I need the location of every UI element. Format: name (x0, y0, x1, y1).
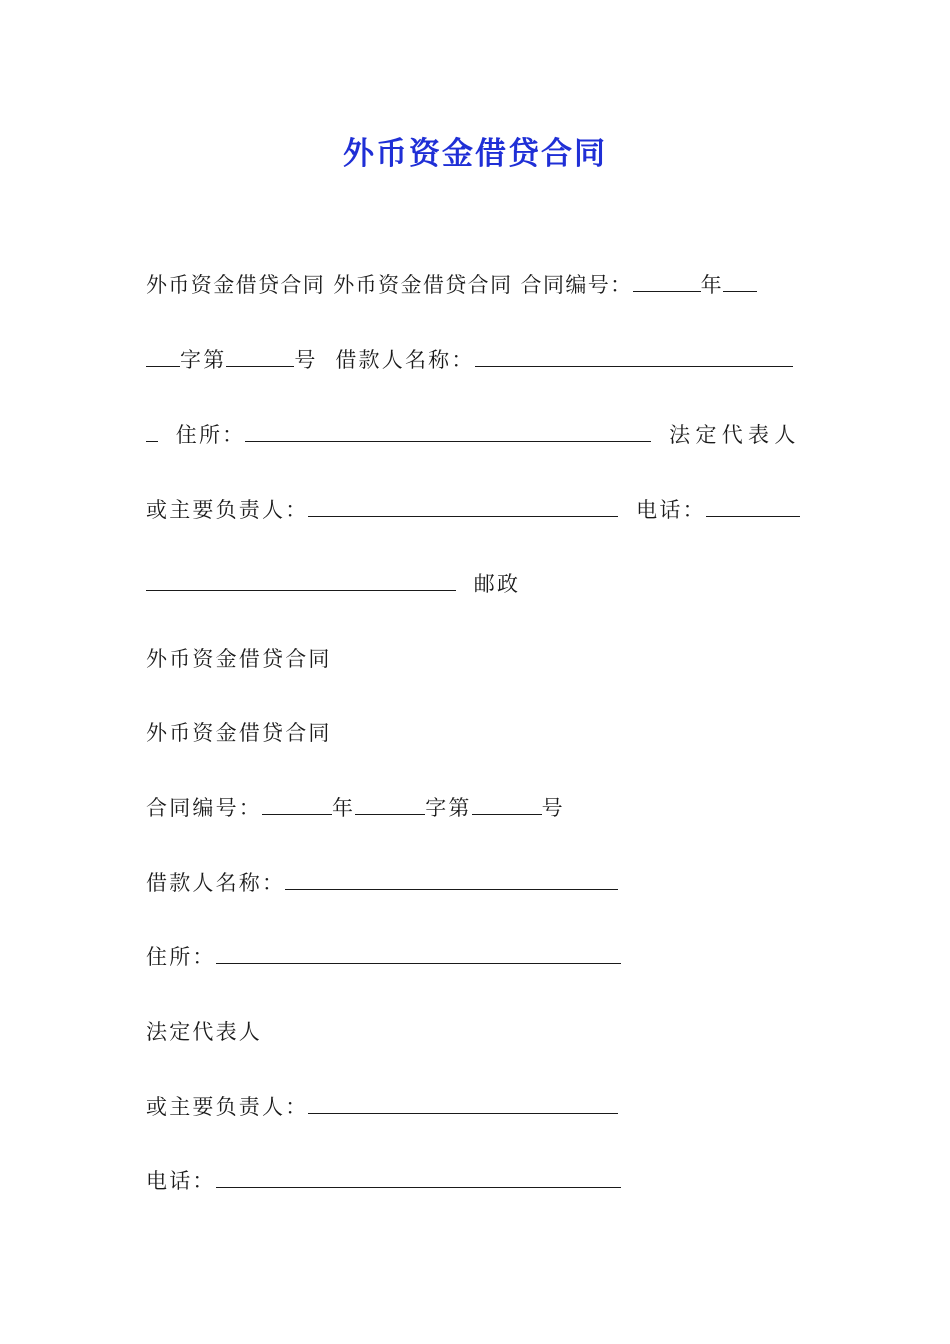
address-label: 住所： (146, 945, 216, 969)
paragraph-line-5 (146, 569, 520, 599)
contract-number-label: 合同编号： (146, 796, 262, 820)
blank-field-zi[interactable] (723, 271, 757, 292)
paragraph-line-3 (146, 420, 801, 450)
blank-field-borrower-name-cont[interactable] (146, 421, 158, 442)
paragraph-text: 字第 (180, 348, 227, 372)
borrower-name-field[interactable] (285, 869, 618, 890)
paragraph-line-2 (146, 345, 793, 375)
paragraph-text: 号 借款人名称： (294, 348, 475, 372)
hao-label: 号 (541, 796, 565, 820)
blank-field-borrower-name[interactable] (475, 346, 793, 367)
paragraph-text: 年 (700, 273, 723, 297)
paragraph-line-4 (146, 495, 800, 525)
section-title-2: 外币资金借贷合同 (146, 721, 332, 745)
paragraph-text: 或主要负责人： (146, 498, 309, 522)
contract-number-line (146, 793, 565, 823)
phone-line (146, 1166, 621, 1196)
contract-year-field[interactable] (262, 794, 332, 815)
blank-field-phone[interactable] (706, 496, 800, 517)
section-title-1: 外币资金借贷合同 (146, 647, 332, 671)
document-title: 外币资金借贷合同 (343, 136, 607, 172)
blank-field-phone-cont[interactable] (146, 570, 456, 591)
principal-label: 或主要负责人： (146, 1095, 309, 1119)
paragraph-line-1 (146, 270, 757, 300)
blank-field-address[interactable] (245, 421, 651, 442)
borrower-name-label: 借款人名称： (146, 871, 286, 895)
blank-field-principal[interactable] (308, 496, 618, 517)
phone-label: 电话： (146, 1169, 216, 1193)
blank-field-number[interactable] (226, 346, 294, 367)
paragraph-text: 电话： (636, 498, 706, 522)
year-label: 年 (332, 796, 356, 820)
paragraph-text: 法定代表人 (669, 423, 801, 447)
address-line (146, 942, 621, 972)
blank-field-year[interactable] (633, 271, 701, 292)
contract-zi-field[interactable] (355, 794, 425, 815)
paragraph-text: 住所： (175, 423, 246, 447)
principal-line (146, 1092, 618, 1122)
paragraph-text: 邮政 (473, 572, 521, 596)
contract-number-field[interactable] (472, 794, 542, 815)
legal-representative-label: 法定代表人 (146, 1020, 262, 1044)
phone-field[interactable] (216, 1167, 621, 1188)
blank-field-zi-cont[interactable] (146, 346, 180, 367)
address-field[interactable] (216, 943, 621, 964)
zi-label: 字第 (425, 796, 472, 820)
principal-field[interactable] (308, 1093, 618, 1114)
borrower-name-line (146, 868, 618, 898)
paragraph-text: 外币资金借贷合同 外币资金借贷合同 合同编号： (146, 273, 633, 297)
